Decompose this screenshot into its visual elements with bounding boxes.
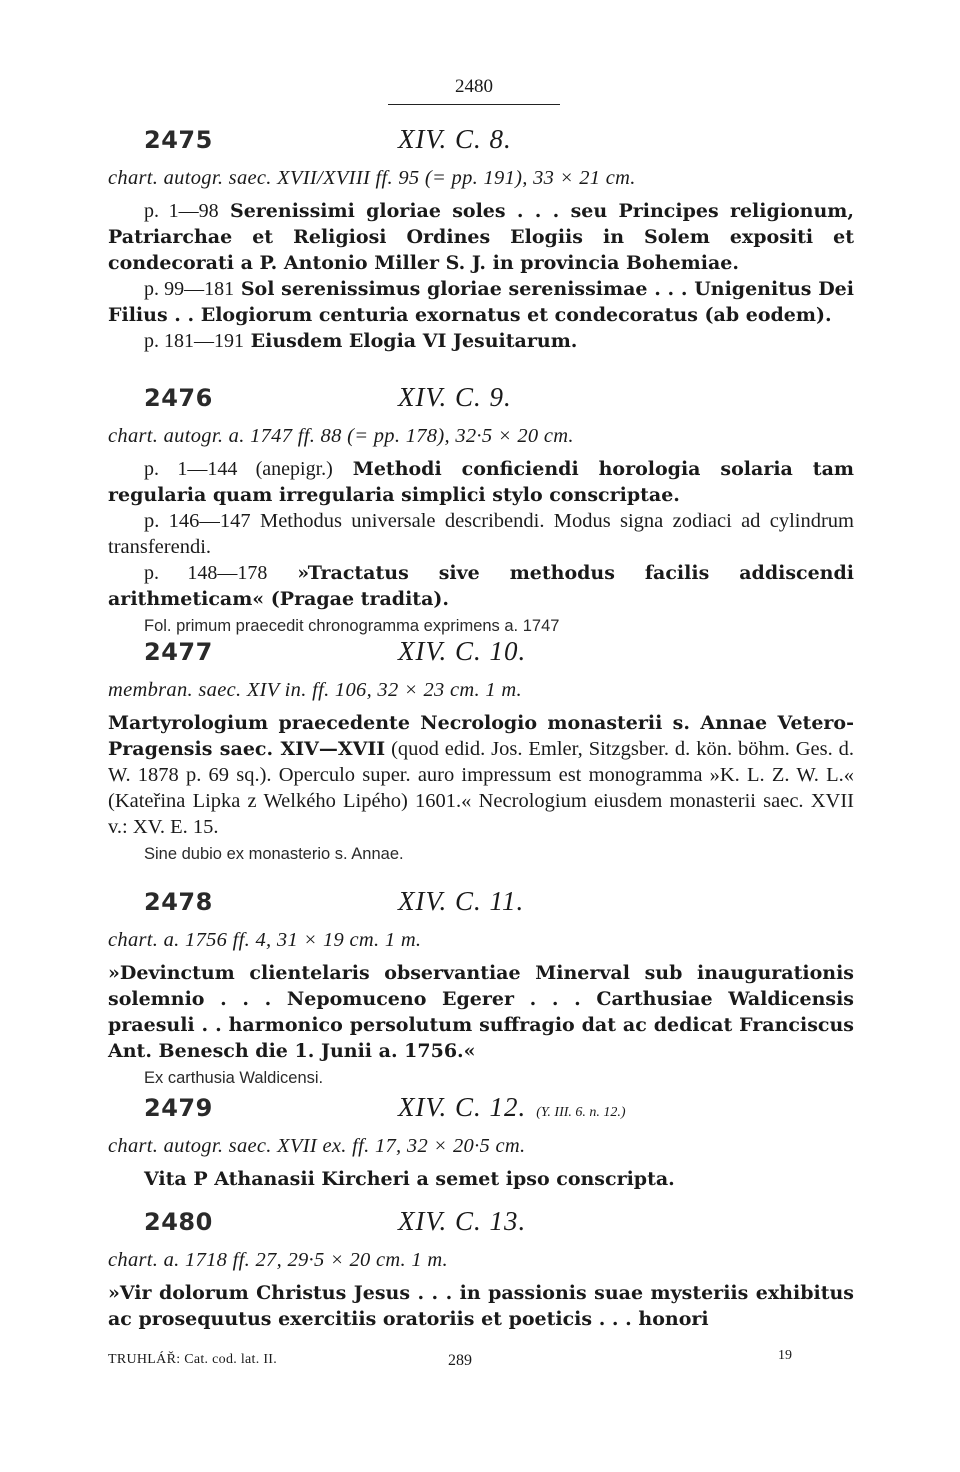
physical-description: membran. saec. XIV in. ff. 106, 32 × 23 cm. 1 m. [108,679,522,701]
content-paragraph: Vita P Athanasii Kircheri a semet ipso conscripta. [144,1168,675,1190]
content-paragraph: »Devinctum clientelaris observantiae Minerval sub inaugurationis solemnio . . . Nepomuceno Egerer . . . Carthusiae Waldicensis praesuli . . harmonico persolutum suffragio dat ac dedicat Franciscus Ant. Benesch die 1. Junii a. 1756.« [108,962,854,1062]
content-paragraph [108,198,854,276]
physical-description: chart. autogr. saec. XVII ex. ff. 17, 32 × 20·5 cm. [108,1135,526,1157]
shelf-signature: XIV. C. 10. [398,636,527,666]
footer-page-number: 289 [448,1352,472,1369]
physical-description: chart. autogr. saec. XVII/XVIII ff. 95 (= pp. 191), 33 × 21 cm. [108,167,636,189]
catalogue-entry-2478 [108,884,854,1090]
catalogue-entry-2475 [108,122,854,354]
shelf-signature: XIV. C. 11. [398,886,525,916]
footer-source: TRUHLÁŘ: Cat. cod. lat. II. [108,1352,278,1367]
page-range: p. 99—181 [144,278,235,300]
note: Fol. primum praecedit chronogramma exprimens a. 1747 [144,617,560,635]
content-paragraph [108,456,854,508]
entry-number: 2475 [144,126,213,154]
note: Sine dubio ex monasterio s. Annae. [144,845,404,863]
catalogue-entry-2477 [108,634,854,866]
content-paragraph [108,560,854,612]
content-paragraph: p. 146—147 Methodus universale describendi. Modus signa zodiaci ad cylindrum transferendi. [108,510,854,558]
content-text: Serenissimi gloriae soles . . . seu Principes religionum, Patriarchae et Religiosi Ordines Elogiis in Solem expositi et condecorati a P. Antonio Miller S. J. in provincia Bohemiae. [108,200,854,274]
note: Ex carthusia Waldicensi. [144,1069,324,1087]
physical-description: chart. autogr. a. 1747 ff. 88 (= pp. 178), 32·5 × 20 cm. [108,425,574,447]
entry-number: 2479 [144,1094,213,1122]
content-text: »Tractatus sive methodus facilis addiscendi arithmeticam« (Pragae tradita). [108,562,854,610]
content-paragraph: »Vir dolorum Christus Jesus . . . in passionis suae mysteriis exhibitus ac prosequutus exercitiis oratoriis et poeticis . . . honori [108,1282,854,1330]
content-paragraph [108,710,854,840]
catalogue-entry-2480 [108,1204,854,1332]
entry-number: 2477 [144,638,213,666]
shelf-signature: XIV. C. 8. [398,124,512,154]
entry-number: 2476 [144,384,213,412]
physical-description: chart. a. 1718 ff. 27, 29·5 × 20 cm. 1 m. [108,1249,448,1271]
page-range: p. 1—144 (anepigr.) [144,458,333,480]
page-range: p. 1—98 [144,200,219,222]
shelf-signature: XIV. C. 9. [398,382,512,412]
shelf-signature-main: XIV. C. 12. [398,1092,527,1122]
catalogue-entry-2479 [108,1090,854,1192]
catalogue-entry-2476 [108,380,854,638]
content-paragraph [108,328,854,354]
footer-signature-mark: 19 [778,1348,792,1363]
shelf-signature: XIV. C. 13. [398,1206,527,1236]
page-footer [0,1348,960,1382]
content-title: Martyrologium praecedente Necrologio monasterii s. Annae Vetero-Pragensis saec. XIV—XVII [108,712,854,760]
page-range: p. 148—178 [144,562,268,584]
entry-number: 2478 [144,888,213,916]
old-signature: (Y. III. 6. n. 12.) [536,1105,626,1120]
physical-description: chart. a. 1756 ff. 4, 31 × 19 cm. 1 m. [108,929,422,951]
content-text: Methodi conficiendi horologia solaria tam regularia quam irregularia simplici stylo conscriptae. [108,458,855,506]
entry-number: 2480 [144,1208,213,1236]
running-head: 2480 [388,76,560,105]
page-range: p. 181—191 [144,330,244,352]
shelf-signature [398,1092,626,1123]
content-text: Eiusdem Elogia VI Jesuitarum. [250,330,578,352]
content-text: Sol serenissimus gloriae serenissimae . . . Unigenitus Dei Filius . . Elogiorum centuria exornatus et condecoratus (ab eodem). [108,278,854,326]
content-paragraph [108,276,854,328]
content-text: (quod edid. Jos. Emler, Sitzgsber. d. kön. böhm. Ges. d. W. 1878 p. 69 sq.). Operculo super. auro impressum est monogramma »K. L. Z. W. L.« (Kateřina Lipka z Welkého Lipého) 1601.« Necrologium eiusdem monasterii saec. XVII v.: XV. E. 15. [108,738,855,838]
